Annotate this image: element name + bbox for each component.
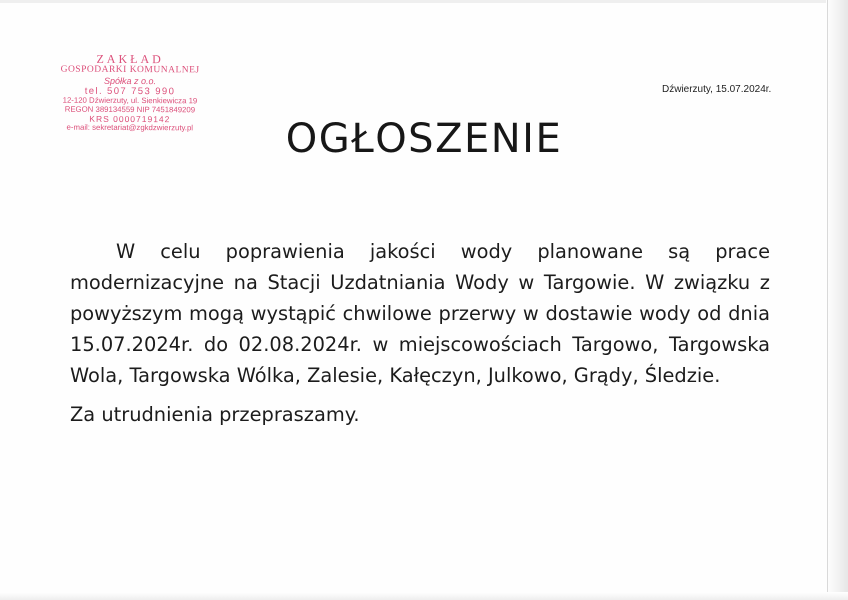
announcement-body bbox=[70, 236, 770, 430]
stamp-address: 12-120 Dźwierzuty, ul. Sienkiewicza 19 bbox=[62, 95, 198, 106]
scan-right-edge bbox=[826, 0, 848, 600]
scan-edge-line bbox=[827, 0, 828, 600]
stamp-title: ZAKŁAD bbox=[96, 51, 164, 67]
announcement-paragraph: W celu poprawienia jakości wody planowane są prace modernizacyjne na Stacji Uzdatniania Wody w Targowie. W związku z powyższym mogą wystąpić chwilowe przerwy w dostawie wody od dnia 15.07.2024r. do 02.08.2024r. w miejscowościach Targowo, Targowska Wola, Targowska Wólka, Zalesie, Kałęczyn, Julkowo, Grądy, Śledzie. bbox=[70, 240, 770, 387]
scan-bottom-edge bbox=[0, 592, 848, 600]
scan-top-edge bbox=[0, 0, 848, 3]
stamp-legal-form: Spółka z o.o. bbox=[104, 75, 157, 86]
stamp-phone: tel. 507 753 990 bbox=[84, 85, 176, 97]
stamp-email: e-mail: sekretariat@zgkdzwierzuty.pl bbox=[66, 122, 194, 133]
stamp-company-name: GOSPODARKI KOMUNALNEJ bbox=[60, 64, 200, 76]
announcement-heading: OGŁOSZENIE bbox=[285, 116, 563, 162]
closing-sentence: Za utrudnienia przepraszamy. bbox=[70, 403, 360, 426]
stamp-krs: KRS 0000719142 bbox=[89, 113, 171, 124]
place-and-date: Dźwierzuty, 15.07.2024r. bbox=[662, 84, 772, 95]
stamp-regon-nip: REGON 389134559 NIP 7451849209 bbox=[64, 104, 196, 115]
